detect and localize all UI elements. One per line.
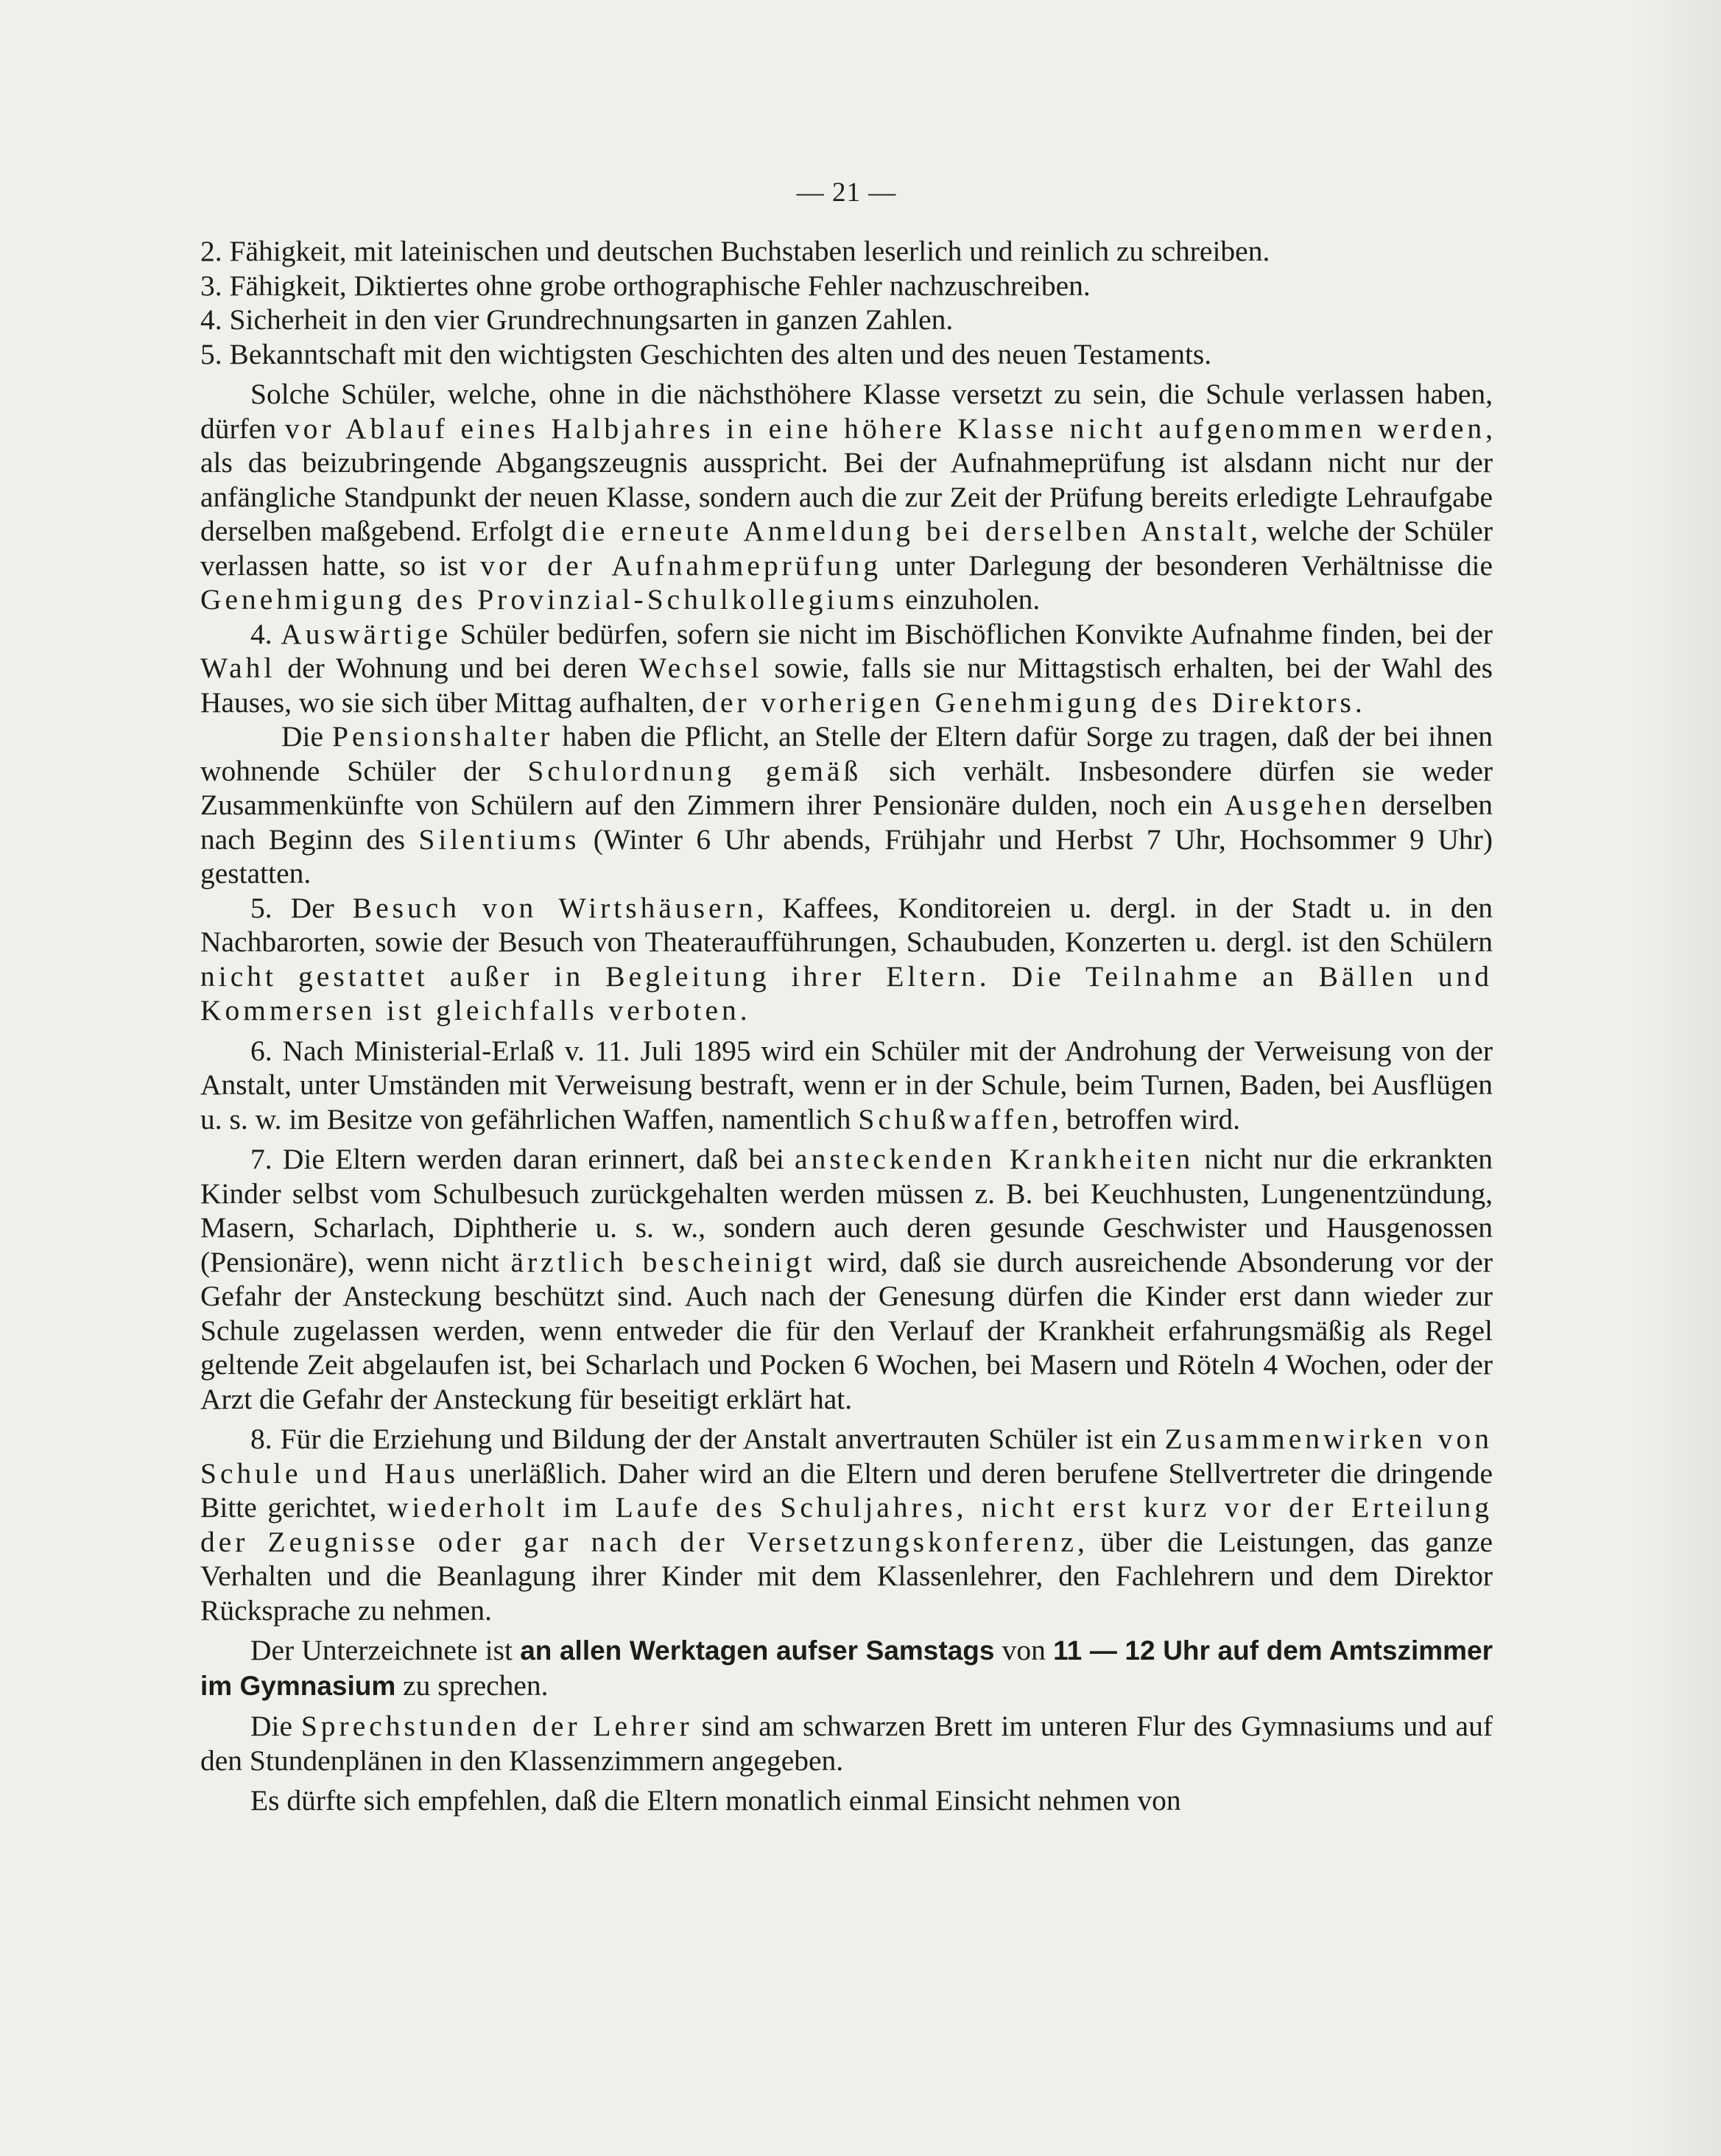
paragraph-final: Es dürfte sich empfehlen, daß die Eltern monatlich einmal Einsicht nehmen von: [250, 1784, 1181, 1817]
paragraph-consultation-hours: Die Sprechstunden der Lehrer sind am schwarzen Brett im unteren Flur des Gymnasiums und auf den Stundenplänen in den Klassenzimmern angegeben.: [200, 1710, 1493, 1777]
body-text: [200, 234, 1493, 1818]
page-number: — 21 —: [796, 177, 897, 208]
paragraph-office-hours: Der Unterzeichnete ist an allen Werktagen aufser Samstags von 11 — 12 Uhr auf dem Amtszimmer im Gymnasium zu sprechen.: [200, 1634, 1493, 1702]
list-item: 2. Fähigkeit, mit lateinischen und deutschen Buchstaben leserlich und reinlich zu schreiben.: [200, 235, 1270, 267]
list-item: 3. Fähigkeit, Diktiertes ohne grobe orthographische Fehler nachzuschreiben.: [200, 269, 1091, 302]
paragraph-8-cooperation: 8. Für die Erziehung und Bildung der der Anstalt anvertrauten Schüler ist ein Zusammenwirken von Schule und Haus unerläßlich. Daher wird an die Eltern und deren berufene Stellvertreter die dringende Bitte gerichtet, wiederholt im Laufe des Schuljahres, nicht erst kurz vor der Erteilung der Zeugnisse oder gar nach der Versetzungskonferenz, über die Leistungen, das ganze Verhalten und die Beanlagung ihrer Kinder mit dem Klassenlehrer, den Fachlehrern und dem Direktor Rücksprache zu nehmen.: [200, 1423, 1493, 1627]
list-item: 5. Bekanntschaft mit den wichtigsten Geschichten des alten und des neuen Testaments.: [200, 337, 1212, 370]
paragraph-7-diseases: 7. Die Eltern werden daran erinnert, daß bei ansteckenden Krankheiten nicht nur die erkrankten Kinder selbst vom Schulbesuch zurückgehalten werden müssen z. B. bei Keuchhusten, Lungenentzündung, Masern, Scharlach, Diphtherie u. s. w., sondern auch deren gesunde Geschwister und Hausgenossen (Pensionäre), wenn nicht ärztlich bescheinigt wird, daß sie durch ausreichende Absonderung vor der Gefahr der Ansteckung beschützt sind. Auch nach der Genesung dürfen die Kinder erst dann wieder zur Schule zugelassen werden, wenn entweder die für den Verlauf der Krankheit erfahrungsmäßig als Regel geltende Zeit abgelaufen ist, bei Scharlach und Pocken 6 Wochen, bei Masern und Röteln 4 Wochen, oder der Arzt die Gefahr der Ansteckung für beseitigt erklärt hat.: [200, 1143, 1493, 1415]
paragraph-readmission: Solche Schüler, welche, ohne in die nächsthöhere Klasse versetzt zu sein, die Schule verlassen haben, dürfen vor Ablauf eines Halbjahres in eine höhere Klasse nicht aufgenommen werden, als das beizubringende Abgangszeugnis ausspricht. Bei der Aufnahmeprüfung ist alsdann nicht nur der anfängliche Standpunkt der neuen Klasse, sondern auch die zur Zeit der Prüfung bereits erledigte Lehraufgabe derselben maßgebend. Erfolgt die erneute Anmeldung bei derselben Anstalt, welche der Schüler verlassen hatte, so ist vor der Aufnahmeprüfung unter Darlegung der besonderen Verhältnisse die Genehmigung des Provinzial-Schulkollegiums einzuholen.: [200, 378, 1493, 616]
paragraph-6-weapons: 6. Nach Ministerial-Erlaß v. 11. Juli 1895 wird ein Schüler mit der Androhung der Verweisung von der Anstalt, unter Umständen mit Verweisung bestraft, wenn er in der Schule, beim Turnen, Baden, bei Ausflügen u. s. w. im Besitze von gefährlichen Waffen, namentlich Schußwaffen, betroffen wird.: [200, 1034, 1493, 1135]
paragraph-5-taverns: 5. Der Besuch von Wirtshäusern, Kaffees, Konditoreien u. dergl. in der Stadt u. in den Nachbarorten, sowie der Besuch von Theateraufführungen, Schaubuden, Konzerten u. dergl. ist den Schülern nicht gestattet außer in Begleitung ihrer Eltern. Die Teilnahme an Bällen und Kommersen ist gleichfalls verboten.: [200, 891, 1493, 1026]
requirements-list: [200, 234, 1493, 371]
paragraph-4-external-students: 4. Auswärtige Schüler bedürfen, sofern sie nicht im Bischöflichen Konvikte Aufnahme finden, bei der Wahl der Wohnung und bei deren Wechsel sowie, falls sie nur Mittagstisch erhalten, bei der Wahl des Hauses, wo sie sich über Mittag aufhalten, der vorherigen Genehmigung des Direktors.: [200, 617, 1493, 719]
scan-shadow: [1633, 0, 1721, 2156]
paragraph-pension-keepers: Die Pensionshalter haben die Pflicht, an Stelle der Eltern dafür Sorge zu tragen, daß der bei ihnen wohnende Schüler der Schulordnung gemäß sich verhält. Insbesondere dürfen sie weder Zusammenkünfte von Schülern auf den Zimmern ihrer Pensionäre dulden, noch ein Ausgehen derselben nach Beginn des Silentiums (Winter 6 Uhr abends, Frühjahr und Herbst 7 Uhr, Hochsommer 9 Uhr) gestatten.: [200, 720, 1493, 889]
document-page: [200, 177, 1493, 1818]
list-item: 4. Sicherheit in den vier Grundrechnungsarten in ganzen Zahlen.: [200, 303, 954, 336]
